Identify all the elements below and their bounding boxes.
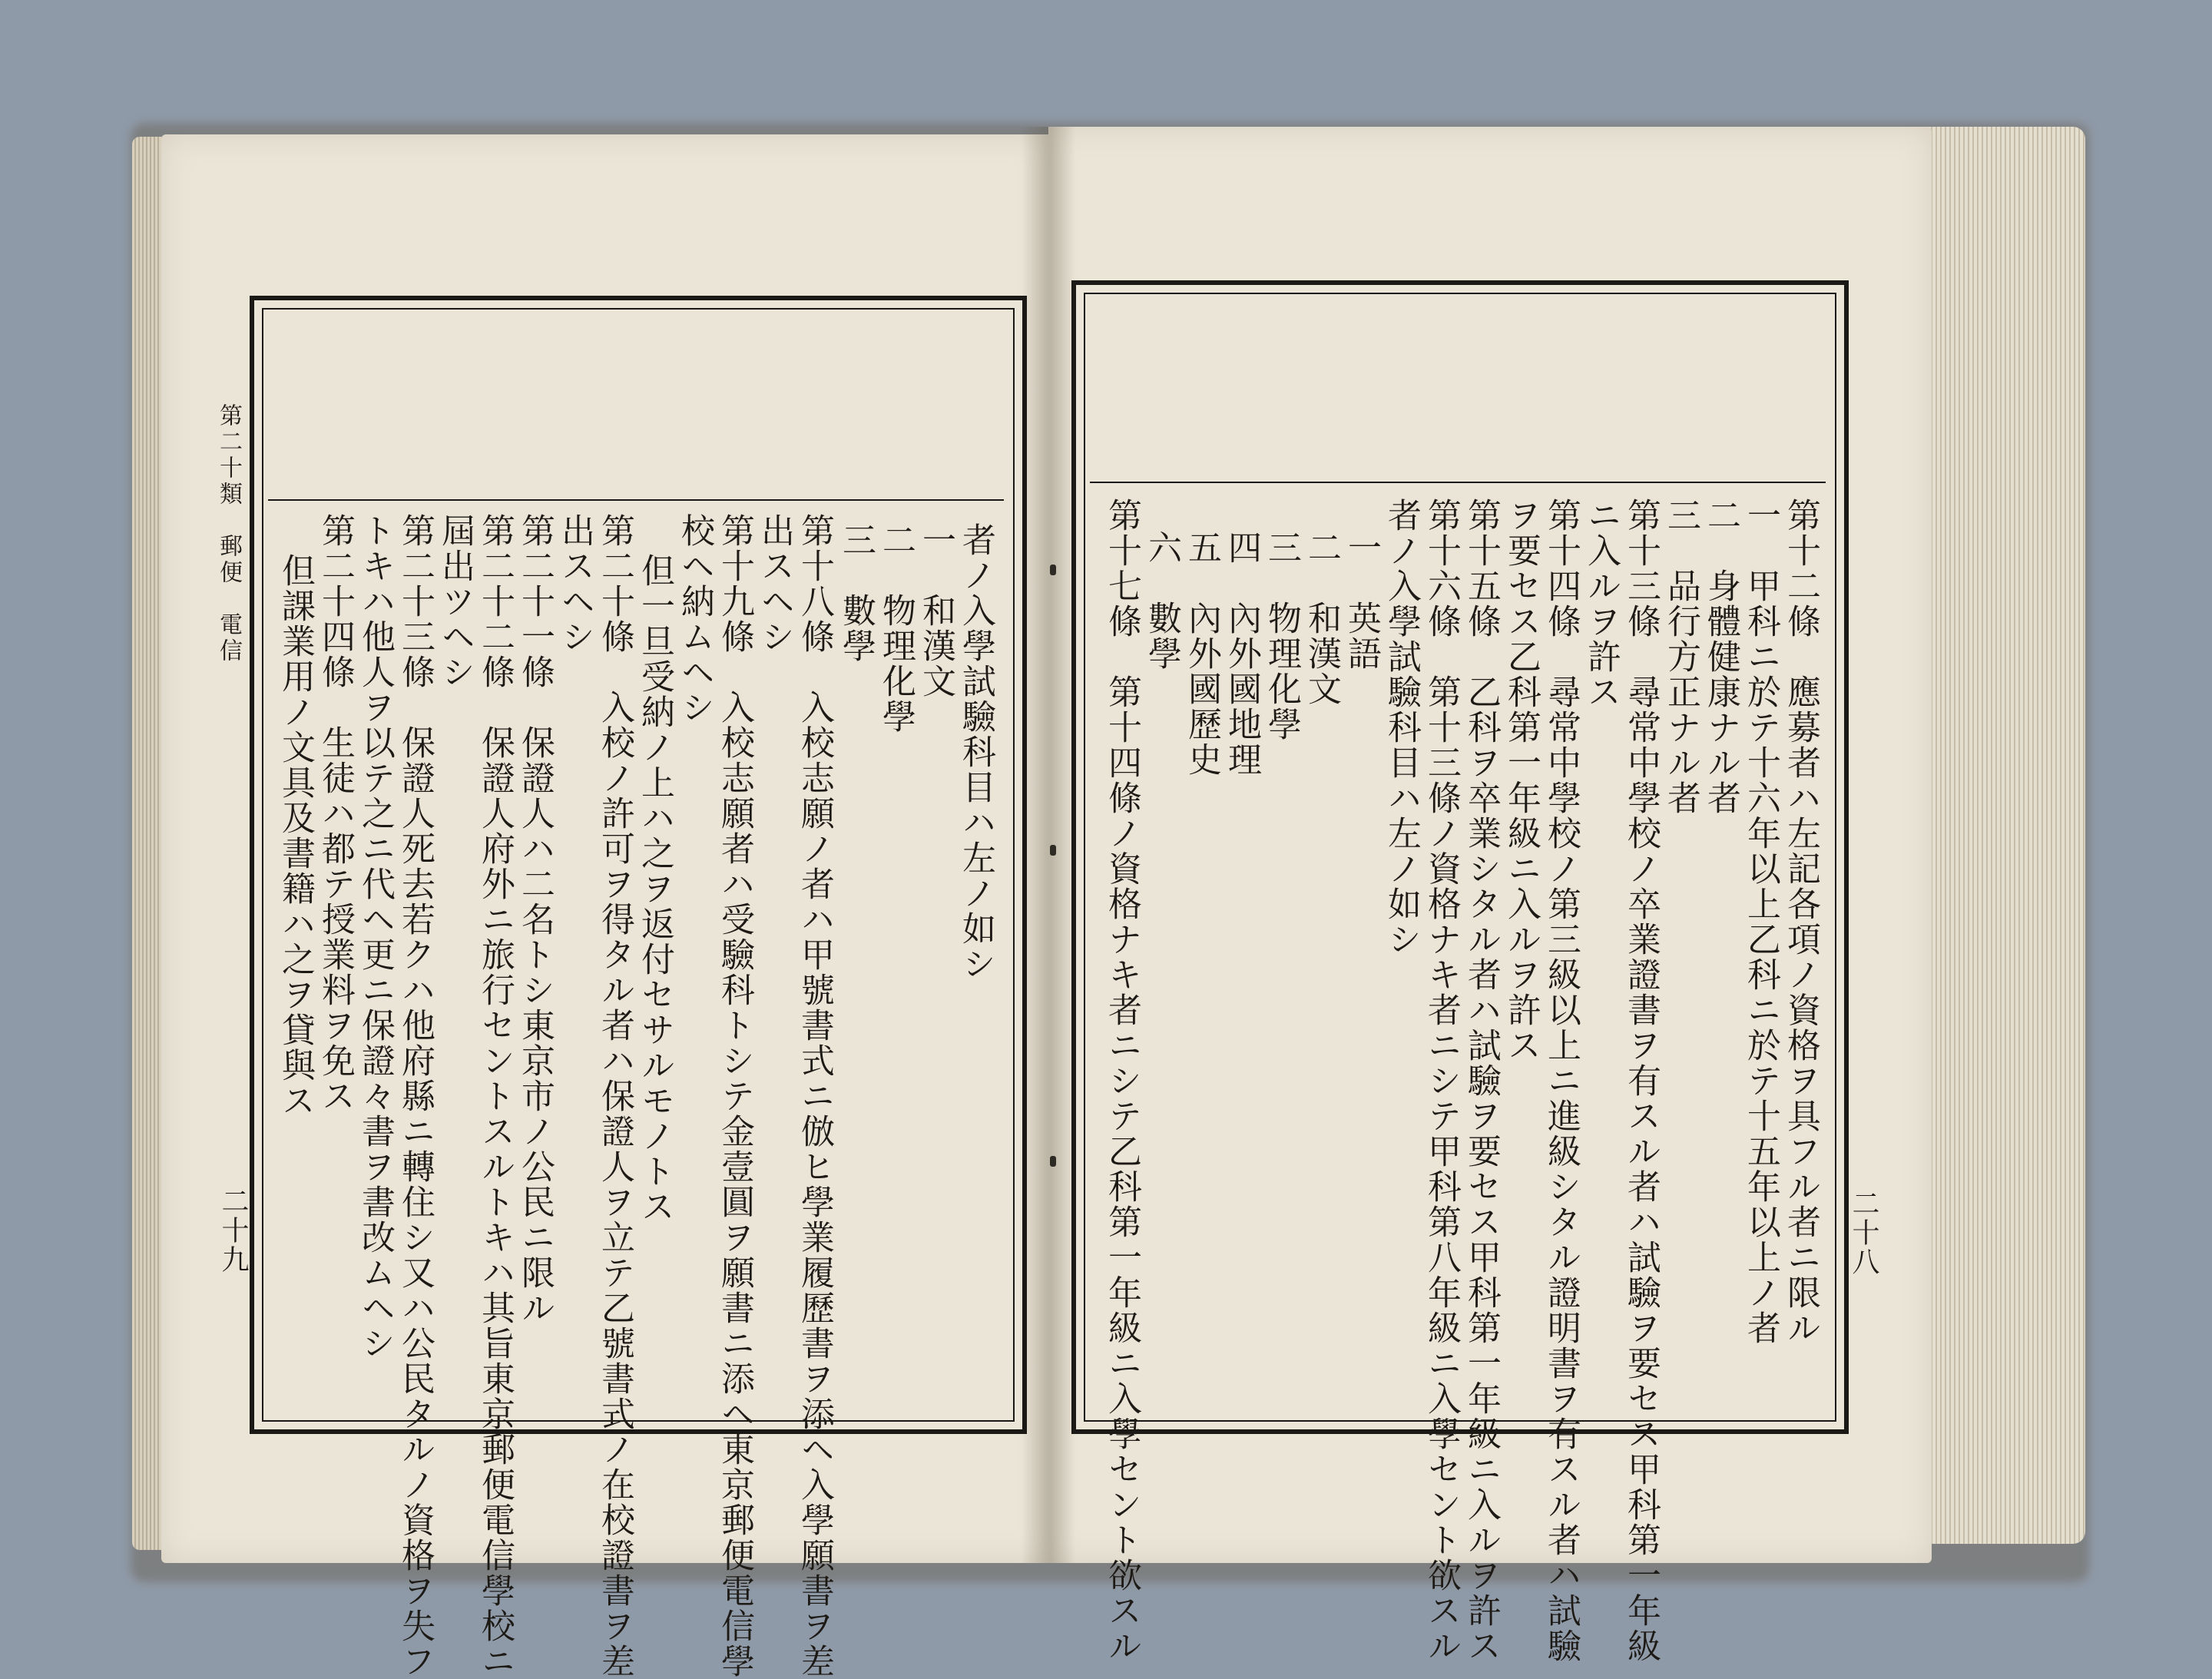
text-column: 第二十三條 保證人死去若クハ他府縣ニ轉住シ又ハ公民タルノ資格ヲ失フ	[396, 513, 435, 1679]
running-head: 第二十類 郵便 電信	[215, 403, 242, 664]
text-column: 六 數學	[1142, 530, 1181, 671]
text-column: ニ入ルヲ許ス	[1581, 498, 1621, 710]
text-column: 三 物理化學	[1262, 530, 1301, 742]
text-column: 第二十四條 生徒ハ都テ授業料ヲ免ス	[316, 513, 355, 1114]
text-column: 出スヘシ	[555, 513, 594, 654]
text-column: トキハ他人ヲ以テ之ニ代ヘ更ニ保證々書ヲ書改ムヘシ	[356, 513, 395, 1361]
text-column: 第二十條 入校ノ許可ヲ得タル者ハ保證人ヲ立テ乙號書式ノ在校證書ヲ差	[595, 513, 634, 1679]
text-column: 二 身體健康ナル者	[1701, 498, 1740, 816]
text-column: 但課業用ノ文具及書籍ハ之ヲ貸與ス	[276, 553, 315, 1118]
text-column: 第二十二條 保證人府外ニ旅行セントスルトキハ其旨東京郵便電信學校ニ	[475, 513, 515, 1679]
text-column: 出スヘシ	[755, 513, 794, 654]
text-column: 第十九條 入校志願者ハ受驗科トシテ金壹圓ヲ願書ニ添ヘ東京郵便電信學	[715, 513, 754, 1679]
text-column: 第十八條 入校志願ノ者ハ甲號書式ニ倣ヒ學業履歷書ヲ添ヘ入學願書ヲ差	[795, 513, 834, 1679]
text-column: 三 品行方正ナル者	[1661, 498, 1700, 816]
text-column: 第十七條 第十四條ノ資格ナキ者ニシテ乙科第一年級ニ入學セント欲スル	[1102, 498, 1141, 1664]
text-column: 三 數學	[836, 522, 876, 664]
text-column: 一 英語	[1342, 530, 1381, 671]
text-column: 第十六條 第十三條ノ資格ナキ者ニシテ甲科第八年級ニ入學セント欲スル	[1422, 498, 1461, 1664]
text-column: 第二十一條 保證人ハ二名トシ東京市ノ公民ニ限ル	[515, 513, 555, 1326]
text-column: 一 和漢文	[916, 522, 955, 699]
text-column: 二 物理化學	[876, 522, 916, 734]
text-column: 者ノ入學試驗科目ハ左ノ如シ	[956, 522, 995, 982]
text-column: 四 內外國地理	[1222, 530, 1261, 777]
text-column: 屆出ツヘシ	[435, 513, 475, 690]
text-column: 第十二條 應募者ハ左記各項ノ資格ヲ具フル者ニ限ル	[1781, 498, 1820, 1346]
right-frame-rule	[1090, 482, 1826, 483]
left-page-number: 二十九	[217, 1187, 249, 1274]
binding-stitch	[1050, 1156, 1056, 1167]
text-column: 一 甲科ニ於テ十六年以上乙科ニ於テ十五年以上ノ者	[1741, 498, 1780, 1346]
book-gutter	[1022, 127, 1075, 1563]
text-column: 校ヘ納ムヘシ	[675, 513, 714, 725]
text-column: 第十五條 乙科ヲ卒業シタル者ハ試驗ヲ要セス甲科第一年級ニ入ルヲ許ス	[1462, 498, 1501, 1664]
right-page-edges	[1928, 127, 2085, 1544]
text-column: 第十三條 尋常中學校ノ卒業證書ヲ有スル者ハ試驗ヲ要セス甲科第一年級	[1621, 498, 1661, 1664]
text-column: 者ノ入學試驗科目ハ左ノ如シ	[1382, 498, 1421, 957]
text-column: 二 和漢文	[1302, 530, 1341, 707]
text-column: ヲ要セス乙科第一年級ニ入ルヲ許ス	[1502, 498, 1541, 1063]
right-page-number: 二十八	[1848, 1189, 1879, 1277]
text-column: 第十四條 尋常中學校ノ第三級以上ニ進級シタル證明書ヲ有スル者ハ試驗	[1541, 498, 1581, 1664]
text-column: 五 內外國歷史	[1182, 530, 1221, 777]
text-column: 但一旦受納ノ上ハ之ヲ返付セサルモノトス	[635, 553, 674, 1224]
left-frame-rule	[268, 499, 1004, 501]
binding-stitch	[1050, 565, 1056, 575]
binding-stitch	[1050, 845, 1056, 856]
